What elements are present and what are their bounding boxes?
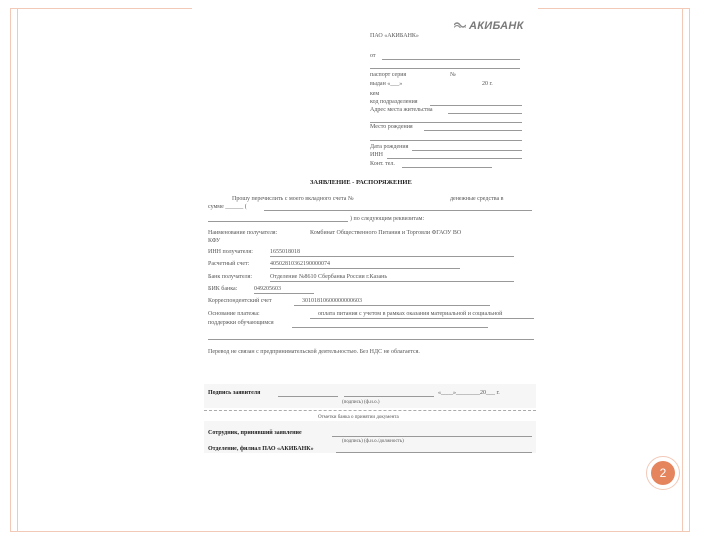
address-line-2 (370, 122, 522, 123)
from-line (382, 59, 520, 60)
address-line (448, 113, 522, 114)
inn-label: ИНН получателя: (208, 249, 253, 255)
purpose-value-2: поддержки обучающимся (208, 320, 274, 326)
document-page (192, 6, 538, 454)
purpose-value-line (310, 318, 534, 319)
issued-year: 20 г. (482, 81, 493, 87)
code-label: код подразделения (370, 99, 418, 105)
corr-value: 30101810600000000603 (302, 298, 362, 304)
passport-no-label: № (450, 72, 456, 78)
birthplace-line-2 (370, 140, 522, 141)
address-label: Адрес места жительства (370, 107, 433, 113)
bik-value: 049205603 (254, 286, 281, 292)
recipient-bank-line (270, 281, 514, 282)
account-value: 40502810362190000074 (270, 261, 330, 267)
form-title: ЗАЯВЛЕНИЕ - РАСПОРЯЖЕНИЕ (310, 179, 412, 186)
employee-label: Сотрудник, принявший заявление (208, 430, 302, 436)
purpose-value: оплата питания с учетом в рамках оказания материальной и социальной (318, 311, 503, 317)
signature-date: «____»________20___ г. (438, 390, 500, 396)
inn-line (387, 158, 522, 159)
code-line (430, 105, 522, 106)
recipient-bank-value: Отделение №8610 Сбербанка России г.Казань (270, 274, 388, 280)
branch-label: Отделение, филиал ПАО «АКИБАНК» (208, 446, 314, 452)
bik-value-line (254, 293, 314, 294)
corr-value-line (294, 305, 490, 306)
signature-sub: (подпись) (ф.и.о.) (342, 400, 380, 405)
signature-line (278, 396, 338, 397)
bank-section-header: Отметки банка о принятии документа (318, 415, 399, 420)
logo-waves-icon (454, 21, 466, 28)
body-line2: сумме ______ ( (208, 204, 247, 210)
phone-line (402, 167, 492, 168)
employee-line (332, 436, 532, 437)
recipient-value-2: КФУ (208, 238, 221, 244)
bik-label: БИК банка: (208, 286, 238, 292)
bank-name: ПАО «АКИБАНК» (370, 33, 419, 39)
recipient-label: Наименование получателя: (208, 230, 278, 236)
corr-label: Корреспондентский счет (208, 298, 272, 304)
recipient-value: Комбинат Общественного Питания и Торговли ФГАОУ ВО (310, 230, 462, 236)
from-line-2 (370, 68, 520, 69)
page-number-badge (646, 456, 680, 490)
signature-label: Подпись заявителя (208, 390, 261, 396)
body-line3: ) по следующим реквизитам: (350, 216, 425, 222)
birthplace-line (424, 130, 522, 131)
branch-line (336, 452, 532, 453)
by-whom-label: кем (370, 91, 380, 97)
frame-line-left (17, 9, 18, 531)
purpose-label: Основание платежа: (208, 311, 260, 317)
recipient-bank-label: Банк получателя: (208, 274, 253, 280)
issued-label: выдан «___» (370, 81, 403, 87)
amount-words-line-2 (208, 221, 348, 222)
amount-words-line (264, 210, 532, 211)
inn-header-label: ИНН (370, 152, 383, 158)
account-value-line (270, 268, 460, 269)
account-label: Расчетный счет: (208, 261, 250, 267)
fio-line (344, 396, 434, 397)
page-number: 2 (651, 461, 675, 485)
frame-line-right (682, 9, 683, 531)
passport-label: паспорт серия (370, 72, 407, 78)
purpose-value-line-2 (292, 327, 488, 328)
vat-note: Перевод не связан с предпринимательской деятельностью. Без НДС не облагается. (208, 349, 420, 355)
phone-label: Конт. тел. (370, 161, 395, 167)
body-line1: Прошу перечислить с моего вкладного счета № (232, 196, 354, 202)
employee-sub: (подпись) (ф.и.о./должность) (342, 439, 404, 444)
inn-value-line (270, 256, 514, 257)
signature-separator (204, 410, 536, 411)
bank-logo-text: АКИБАНК (469, 20, 524, 32)
bank-logo (454, 20, 524, 32)
body-line1-end: денежные средства в (450, 196, 504, 202)
purpose-value-line-3 (208, 339, 534, 340)
birthdate-label: Дата рождения (370, 144, 409, 150)
inn-value: 1655018018 (270, 249, 300, 255)
from-label: от (370, 53, 376, 59)
birthplace-label: Место рождения (370, 124, 413, 130)
birthdate-line (412, 150, 522, 151)
